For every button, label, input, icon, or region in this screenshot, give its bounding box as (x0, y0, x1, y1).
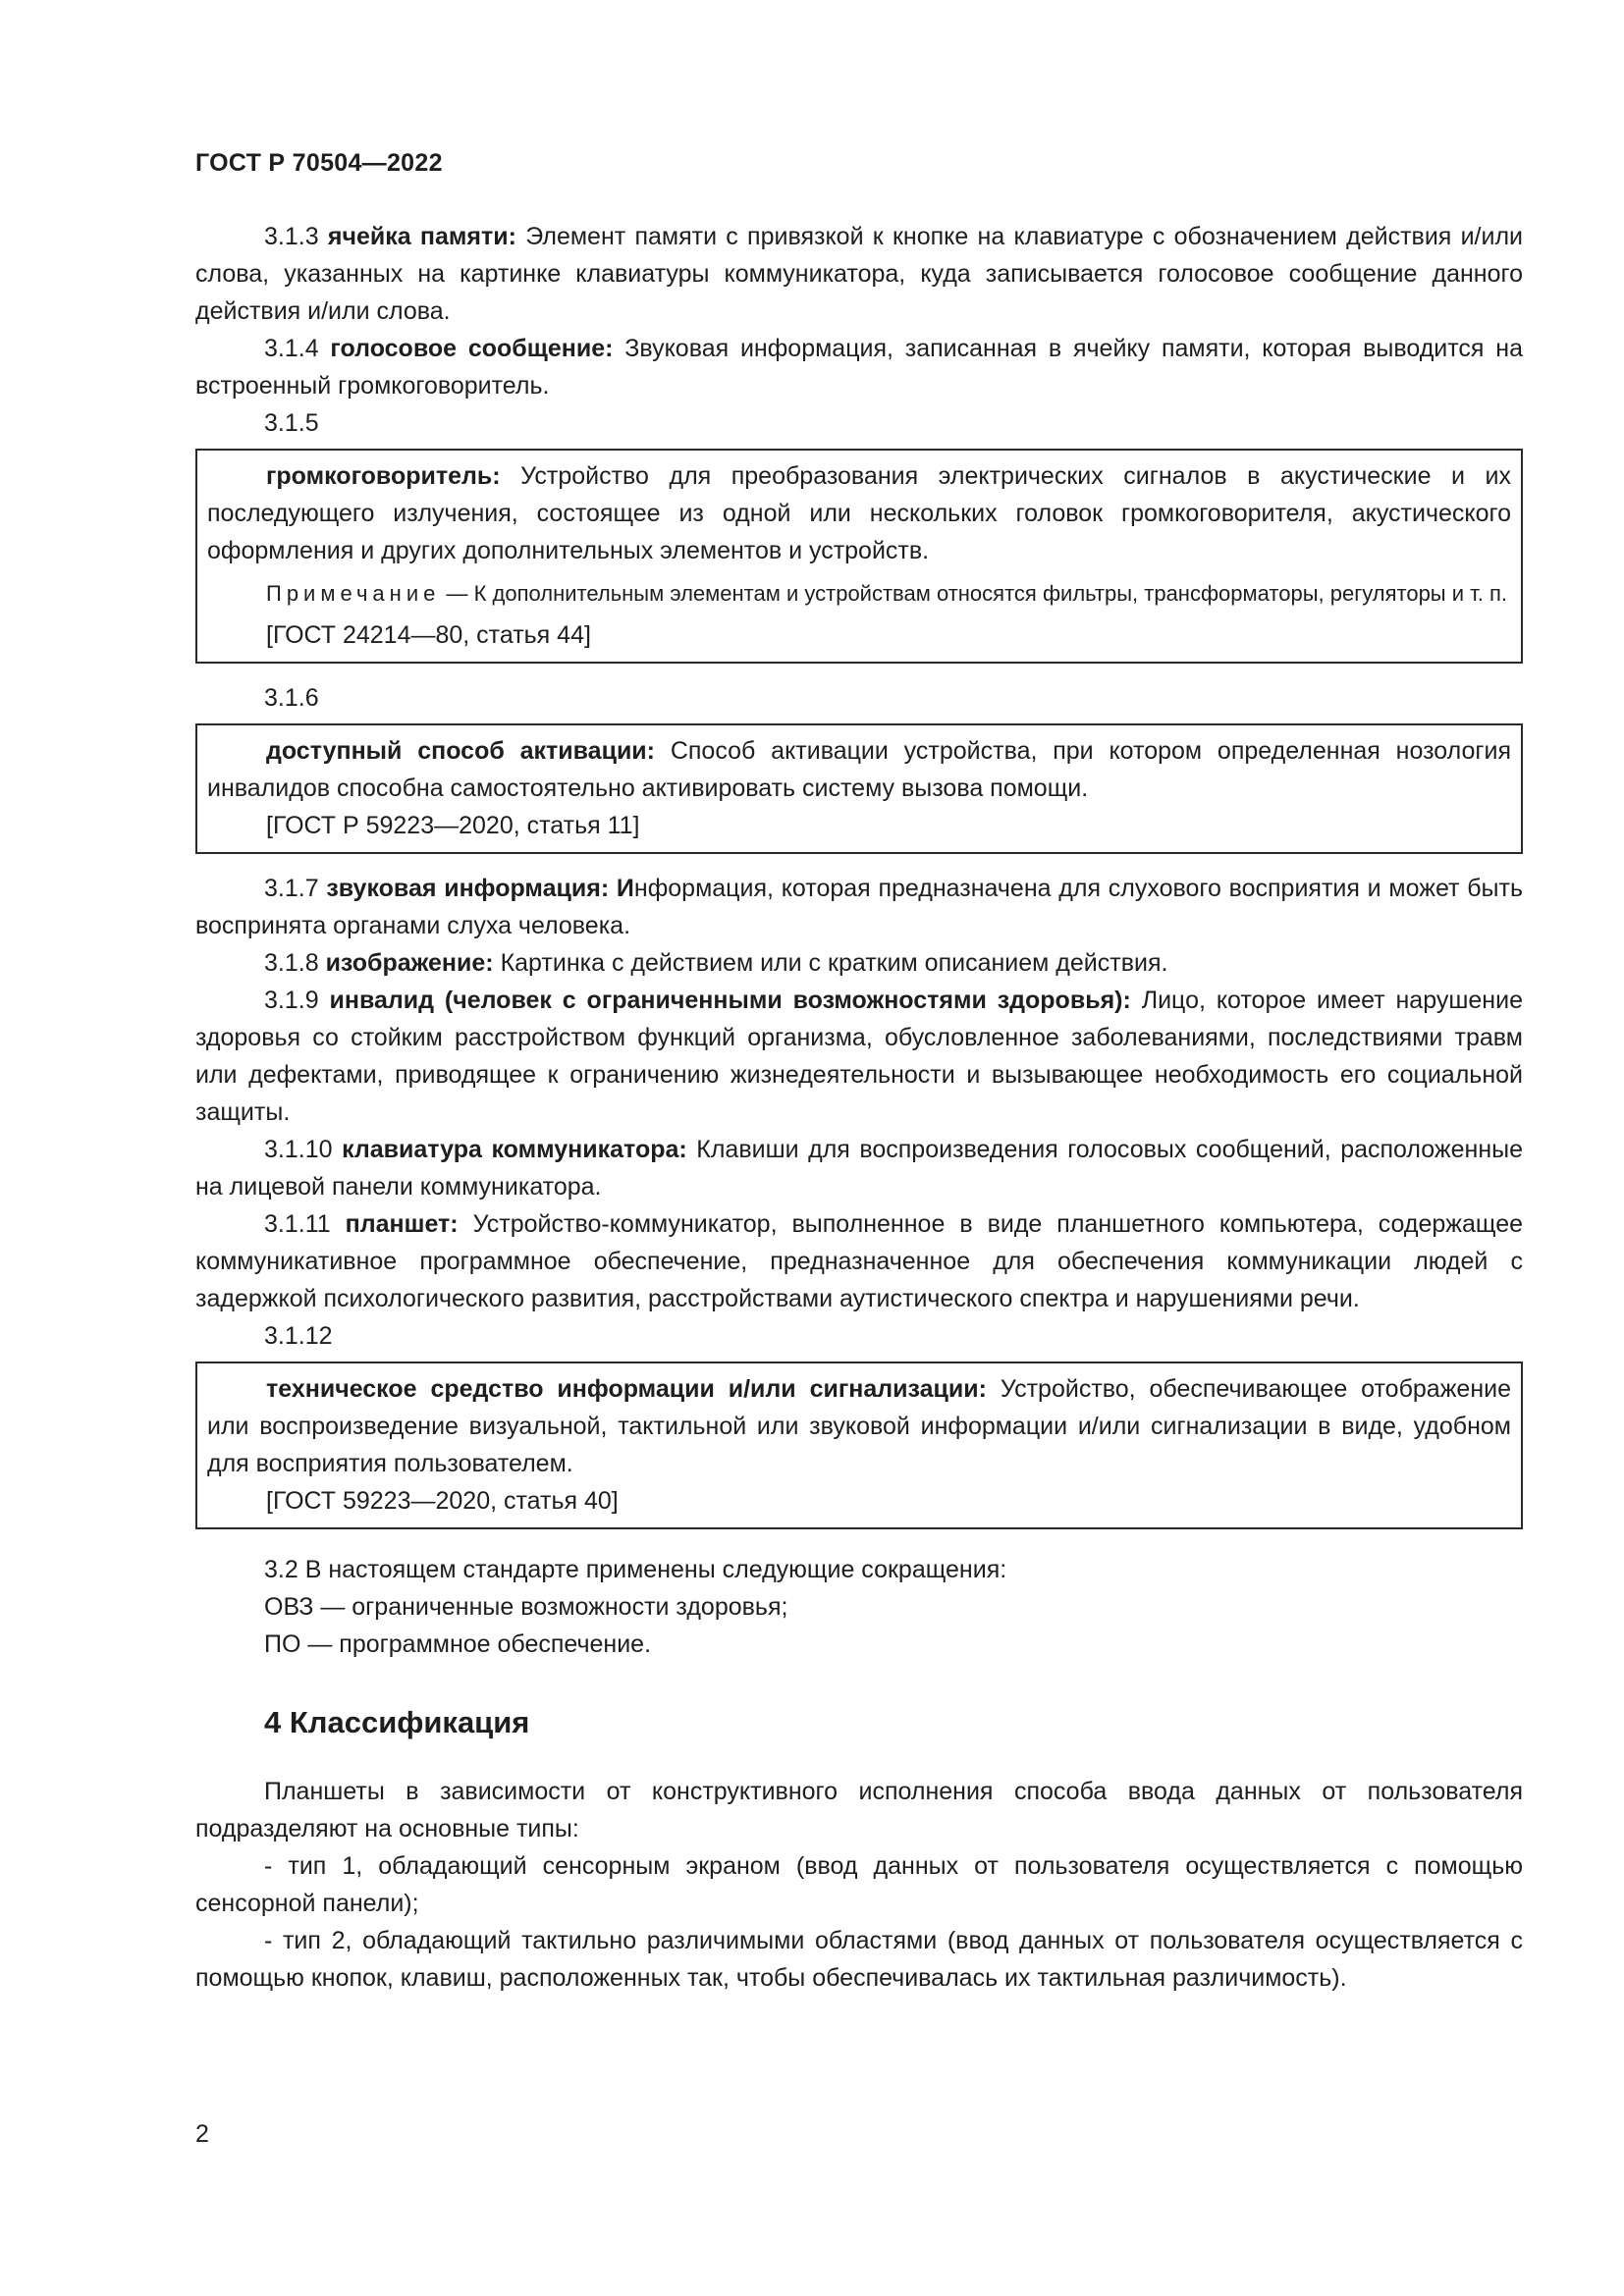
term-3-1-5 (207, 457, 1511, 569)
note-label: Примечание (266, 581, 441, 606)
term-definition: Устройство-коммуникатор, выполненное в виде планшетного компьютера, содержащее коммуникативное программное обеспечение, предназначенное для обеспечения коммуникации людей с задержкой психологического развития, расстройствами аутистического спектра и нарушениями речи. (195, 1210, 1523, 1312)
abbreviation-item: ПО — программное обеспечение. (264, 1630, 652, 1658)
term-box-3-1-6 (195, 723, 1523, 854)
term-name: инвалид (человек с ограниченными возможностями здоровья): (329, 987, 1131, 1014)
term-reference: [ГОСТ 59223—2020, статья 40] (266, 1487, 619, 1515)
term-number: 3.1.11 (264, 1210, 331, 1238)
term-name: клавиатура коммуникатора: (342, 1136, 687, 1163)
term-definition: Клавиши для воспроизведения голосовых сообщений, расположенные на лицевой панели коммуникатора. (195, 1136, 1524, 1201)
term-definition: Звуковая информация, записанная в ячейку памяти, которая выводится на встроенный громкоговоритель. (195, 335, 1523, 400)
term-definition: Элемент памяти с привязкой к кнопке на клавиатуре с обозначением действия и/или слова, указанных на картинке клавиатуры коммуникатора, куда записывается голосовое сообщение данного действия и/или слова. (195, 223, 1524, 325)
term-number-3-1-5: 3.1.5 (264, 409, 319, 437)
term-3-1-7 (195, 870, 1523, 944)
term-3-1-3 (195, 218, 1523, 330)
document-body (195, 218, 1523, 1997)
term-name: громкоговоритель: (266, 462, 501, 490)
list-item: - тип 2, обладающий тактильно различимыми областями (ввод данных от пользователя осуществляется с помощью кнопок, клавиш, расположенных так, чтобы обеспечивалась их тактильная различимость). (195, 1927, 1523, 1992)
term-3-1-6 (207, 732, 1511, 807)
term-definition: Устройство, обеспечивающее отображение или воспроизведение визуальной, тактильной или звуковой информации и/или сигнализации в виде, удобном для восприятия пользователем. (207, 1375, 1511, 1477)
term-3-1-12 (207, 1370, 1511, 1482)
list-item: - тип 1, обладающий сенсорным экраном (ввод данных от пользователя осуществляется с помощью сенсорной панели); (195, 1852, 1523, 1917)
section-heading: 4 Классификация (264, 1705, 530, 1739)
term-reference: [ГОСТ 24214—80, статья 44] (266, 621, 591, 649)
page-number: 2 (195, 2120, 209, 2148)
term-name: изображение: (325, 949, 494, 977)
term-definition: Лицо, которое имеет нарушение здоровья со стойким расстройством функций организма, обусловленное заболеваниями, последствиями травм или дефектами, приводящее к ограничению жизнедеятельности и вызывающее необходимость его социальной защиты. (195, 987, 1523, 1126)
term-name: звуковая информация: И (326, 875, 634, 902)
term-number: 3.1.4 (264, 335, 319, 362)
document-header: ГОСТ Р 70504—2022 (195, 149, 443, 177)
term-3-1-11 (195, 1205, 1523, 1317)
term-box-3-1-12 (195, 1362, 1523, 1529)
section-intro: Планшеты в зависимости от конструктивного исполнения способа ввода данных от пользователя подразделяют на основные типы: (195, 1778, 1523, 1842)
abbreviation-item: ОВЗ — ограниченные возможности здоровья; (264, 1593, 788, 1621)
term-3-1-9 (195, 982, 1523, 1131)
term-number: 3.1.7 (264, 875, 319, 902)
abbreviations-intro: 3.2 В настоящем стандарте применены следующие сокращения: (264, 1556, 1007, 1583)
term-name: доступный способ активации: (266, 737, 656, 765)
term-note (207, 577, 1511, 611)
term-reference: [ГОСТ Р 59223—2020, статья 11] (266, 812, 640, 839)
term-name: голосовое сообщение: (330, 335, 614, 362)
term-number-3-1-12: 3.1.12 (264, 1322, 333, 1350)
term-definition: Картинка с действием или с кратким описанием действия. (500, 949, 1168, 977)
term-number: 3.1.10 (264, 1136, 333, 1163)
term-definition: Устройство для преобразования электрических сигналов в акустические и их последующего излучения, состоящее из одной или нескольких головок громкоговорителя, акустического оформления и других дополнительных элементов и устройств. (207, 462, 1511, 564)
term-number: 3.1.8 (264, 949, 319, 977)
term-definition: Способ активации устройства, при котором определенная нозология инвалидов способна самостоятельно активировать систему вызова помощи. (207, 737, 1512, 802)
term-3-1-4 (195, 330, 1523, 404)
term-number-3-1-6: 3.1.6 (264, 684, 319, 712)
term-name: ячейка памяти: (327, 223, 516, 250)
term-3-1-8 (195, 944, 1523, 982)
term-number: 3.1.9 (264, 987, 319, 1014)
term-box-3-1-5 (195, 449, 1523, 664)
term-definition: нформация, которая предназначена для слухового восприятия и может быть воспринята органами слуха человека. (195, 875, 1523, 939)
term-name: техническое средство информации и/или сигнализации: (266, 1375, 987, 1403)
term-3-1-10 (195, 1131, 1523, 1205)
term-number: 3.1.3 (264, 223, 319, 250)
term-name: планшет: (345, 1210, 459, 1238)
note-text: — К дополнительным элементам и устройствам относятся фильтры, трансформаторы, регуляторы и т. п. (446, 581, 1508, 606)
